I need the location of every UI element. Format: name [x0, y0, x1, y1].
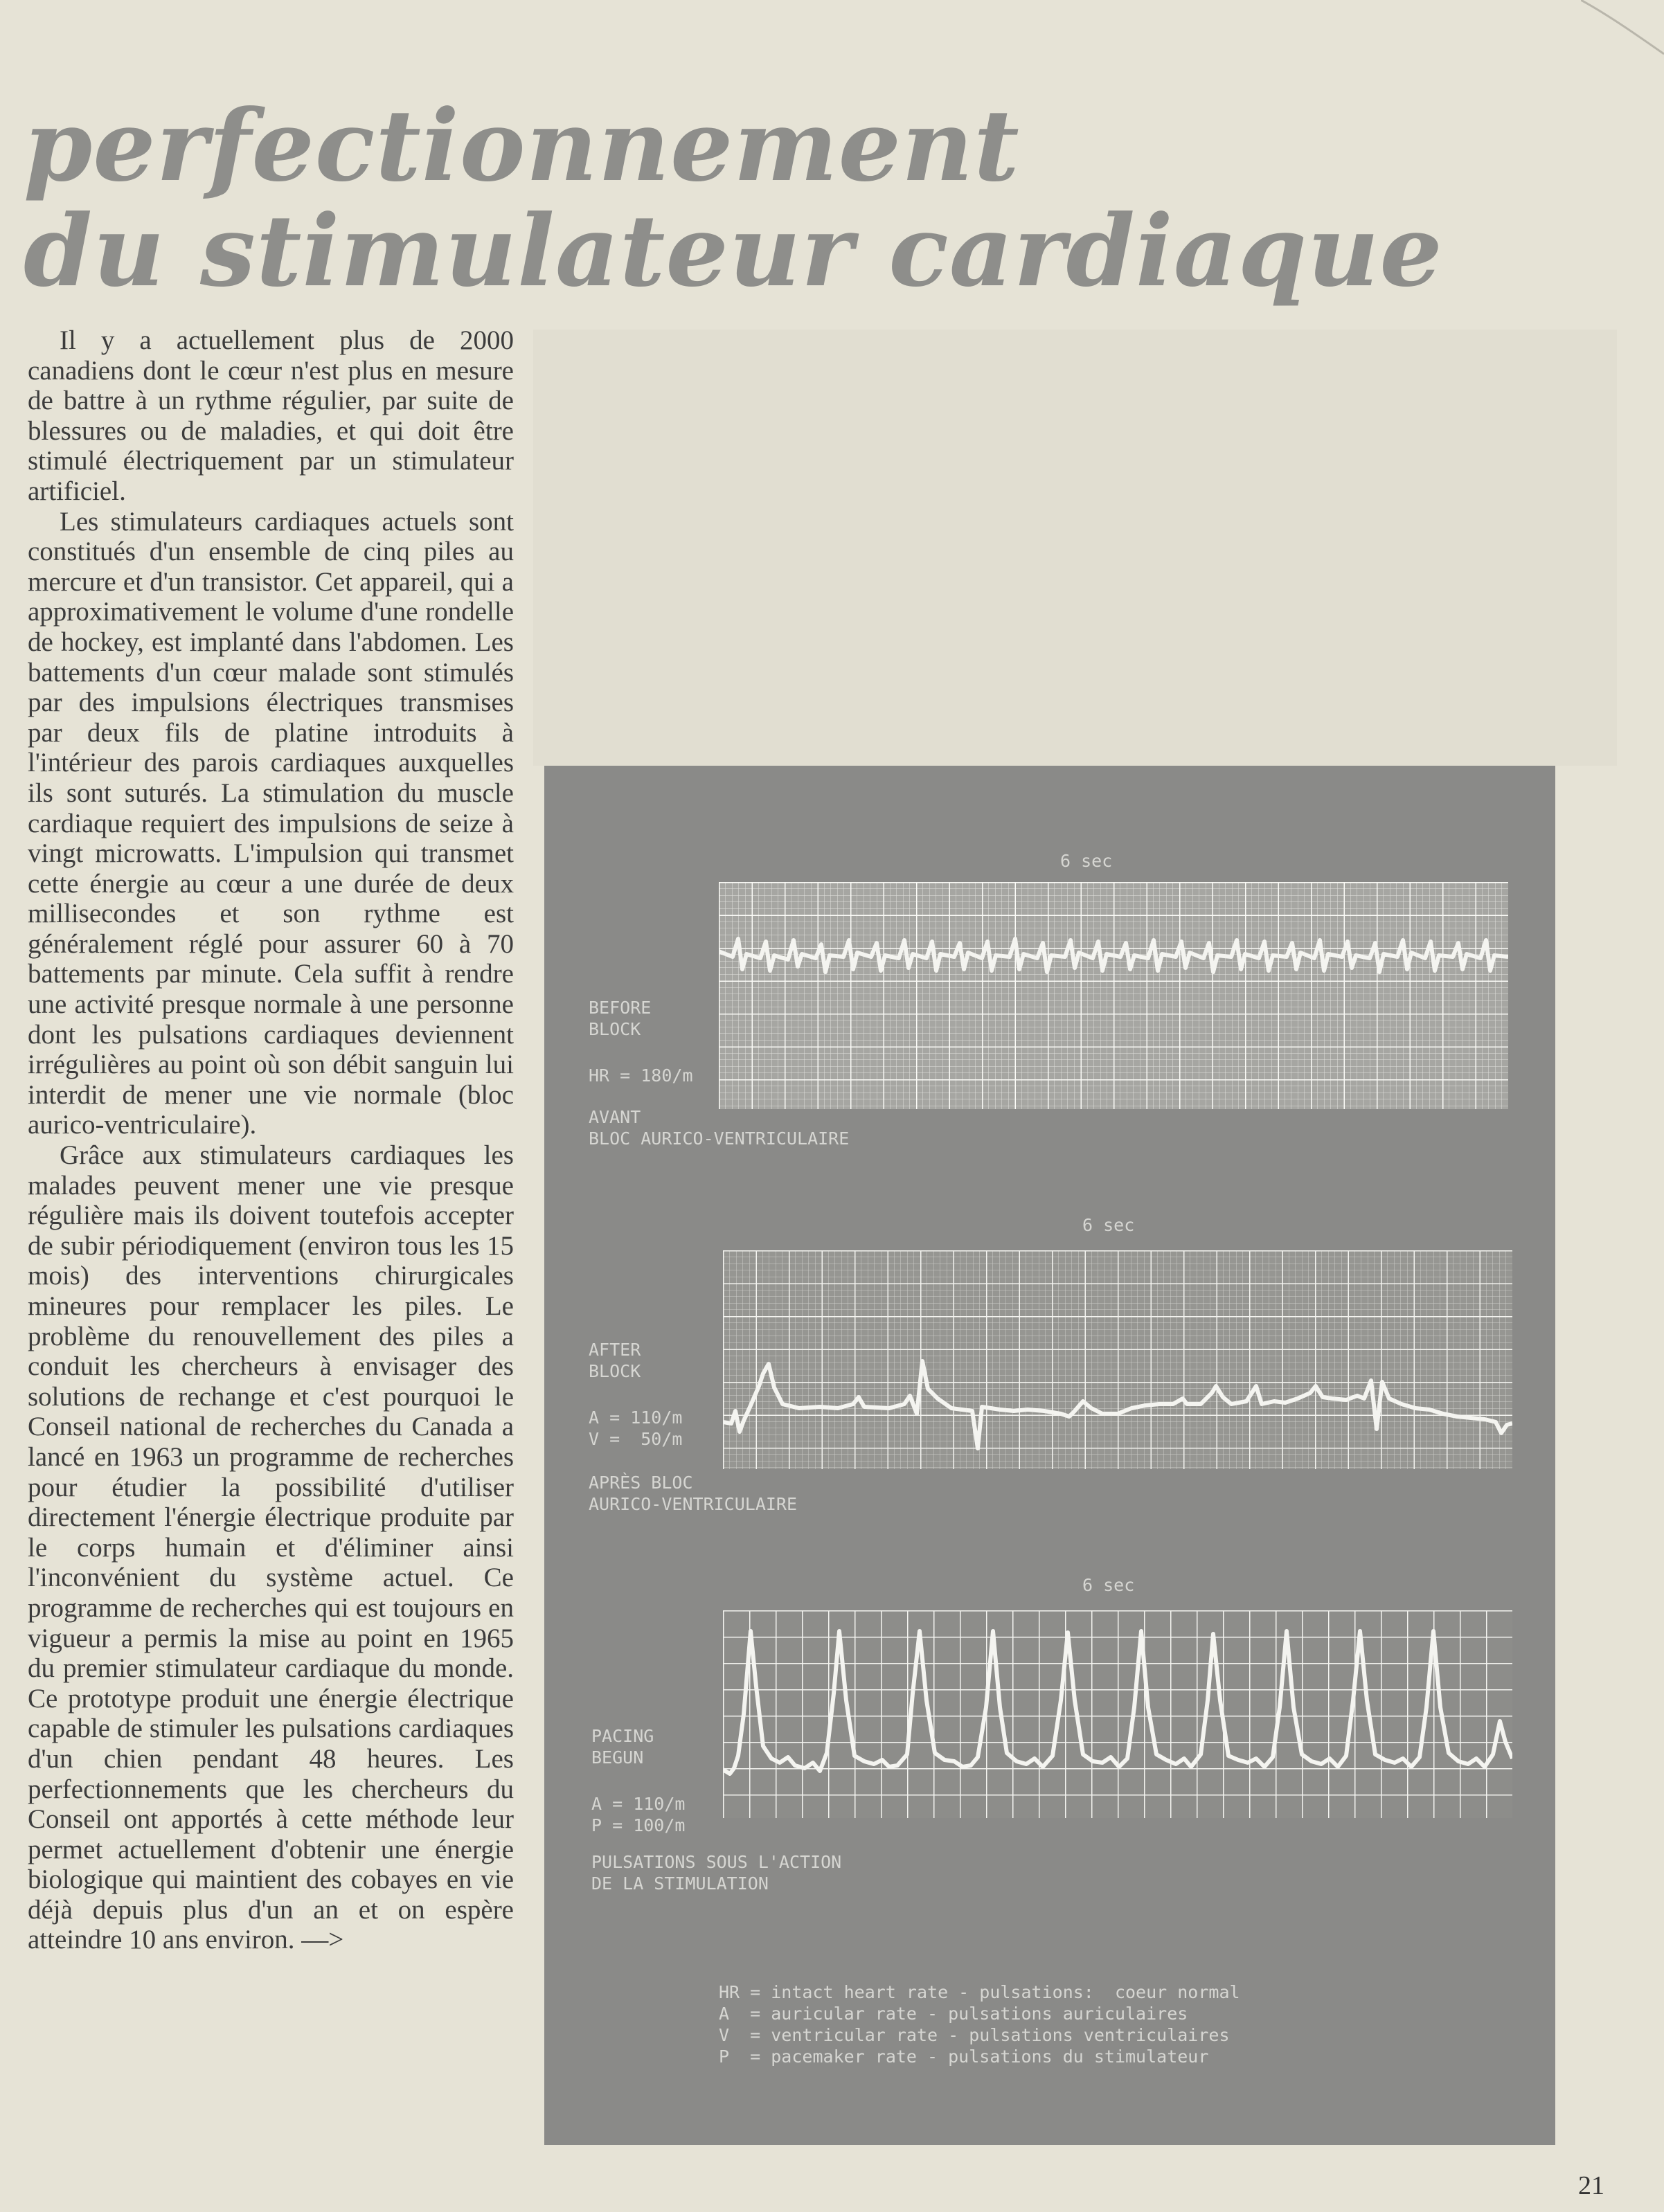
panel-2-rates: A = 110/m V = 50/m: [589, 1408, 683, 1449]
article-paragraph-1: Il y a actuellement plus de 2000 canadiens dont le cœur n'est plus en mesure de battre à un rythme régulier, par suite de blessures ou de maladies, et qui doit être stimulé électriquement par un stimulateur artificiel.: [28, 325, 514, 506]
title-line-2: du stimulateur cardiaque: [24, 194, 1443, 309]
panel-1-ecg-strip: [719, 882, 1508, 1109]
ecg-figure-plate: [544, 766, 1555, 2145]
legend-a: A = auricular rate - pulsations auriculaires: [719, 2004, 1188, 2024]
legend-hr: HR = intact heart rate - pulsations: coeur normal: [719, 1982, 1240, 2002]
panel-1-rates: HR = 180/m: [589, 1065, 693, 1086]
panel-3-label-en: PACING BEGUN: [591, 1726, 654, 1768]
panel-3-label-fr: PULSATIONS SOUS L'ACTION DE LA STIMULATION: [591, 1852, 842, 1894]
legend-v: V = ventricular rate - pulsations ventriculaires: [719, 2025, 1230, 2045]
page-number: 21: [1578, 2171, 1604, 2200]
panel-3-rates: A = 110/m P = 100/m: [591, 1794, 686, 1835]
panel-2-label-fr: APRÈS BLOC AURICO-VENTRICULAIRE: [589, 1473, 798, 1514]
panel-2-time-label: 6 sec: [1082, 1215, 1135, 1235]
article-paragraph-3: [28, 1140, 514, 1955]
panel-3-ecg-strip: [723, 1610, 1512, 1818]
panel-2-label-en: AFTER BLOCK: [589, 1340, 641, 1381]
panel-1-label-fr: AVANT BLOC AURICO-VENTRICULAIRE: [589, 1107, 850, 1149]
panel-2-ecg-strip: [723, 1250, 1512, 1469]
article-paragraph-2: Les stimulateurs cardiaques actuels sont constitués d'un ensemble de cinq piles au mercure et d'un transistor. Cet appareil, qui a approximativement le volume d'une rondelle de hockey, est implanté dans l'abdomen. Les battements d'un cœur malade sont stimulés par des impulsions électriques transmises par deux fils de platine introduits à l'intérieur des parois cardiaques auxquelles ils sont suturés. La stimulation du muscle cardiaque requiert des impulsions de seize à vingt microwatts. L'impulsion qui transmet cette énergie au cœur a une durée de deux millisecondes et son rythme est généralement réglé pour assurer 60 à 70 battements par minute. Cela suffit à rendre une activité presque normale à une personne dont les pulsations cardiaques deviennent irrégulières au point où son débit sanguin lui interdit de mener une vie normale (bloc aurico-ventriculaire).: [28, 506, 514, 1140]
panel-1-label-en: BEFORE BLOCK: [589, 998, 652, 1039]
panel-3-time-label: 6 sec: [1082, 1575, 1135, 1595]
figure-blank-area: [533, 330, 1617, 766]
title-line-1: perfectionnement: [24, 89, 1020, 204]
continue-arrow: —>: [301, 1925, 344, 1955]
article-paragraph-3-text: Grâce aux stimulateurs cardiaques les malades peuvent mener une vie presque régulière mais ils doivent toutefois accepter de subir périodiquement (environ tous les 15 mois) des interventions chirurgicales mineures pour remplacer les piles. Le problème du renouvellement des piles a conduit les chercheurs à envisager des solutions de rechange et c'est pourquoi le Conseil national de recherches du Canada a lancé en 1963 un programme de recherches pour étudier la possibilité d'utiliser directement l'énergie électrique produite par le corps humain et d'éliminer ainsi l'inconvénient du système actuel. Ce programme de recherches qui est toujours en vigueur a permis la mise au point en 1965 du premier stimulateur cardiaque du monde. Ce prototype produit une énergie électrique capable de stimuler les pulsations cardiaques d'un chien pendant 48 heures. Les perfectionnements que les chercheurs du Conseil ont apportés à cette méthode leur permet actuellement d'obtenir une énergie biologique qui maintient des cobayes en vie déjà depuis plus d'un an et on espère atteindre 10 ans environ.: [28, 1140, 514, 1955]
page-corner-fold: [1581, 0, 1664, 62]
article-body: [28, 325, 514, 1955]
legend-p: P = pacemaker rate - pulsations du stimulateur: [719, 2047, 1209, 2067]
panel-1-time-label: 6 sec: [1060, 851, 1113, 871]
